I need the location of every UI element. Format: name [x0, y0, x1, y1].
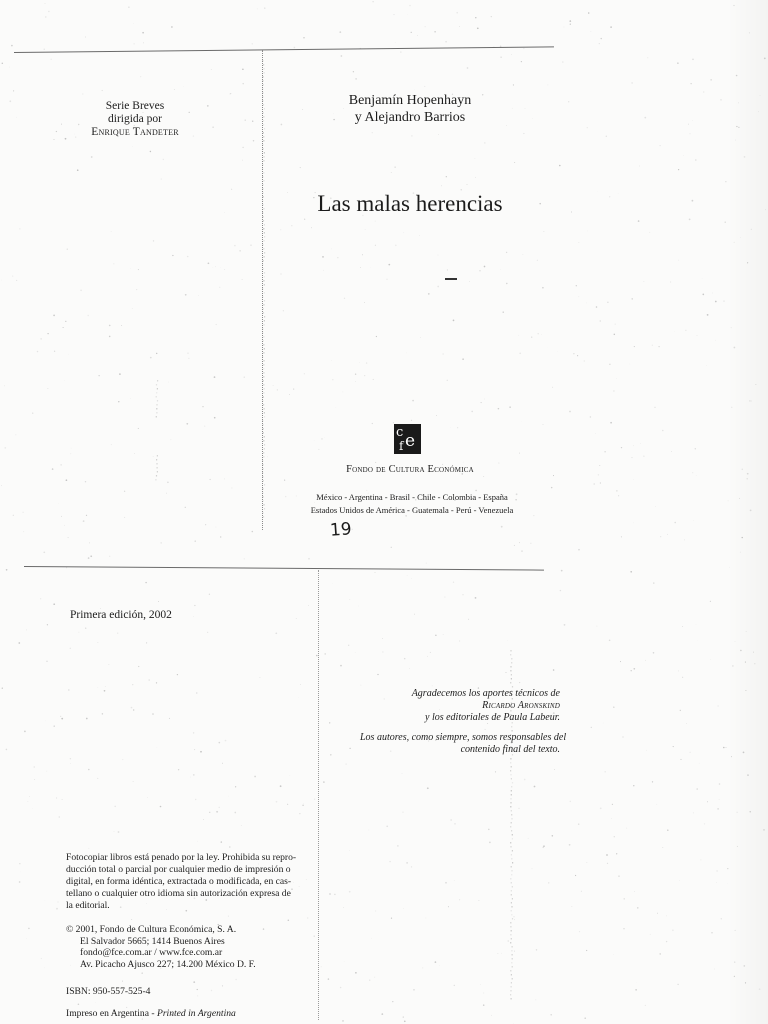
- copyright-line-1: © 2001, Fondo de Cultura Económica, S. A.: [66, 924, 237, 935]
- copyright-line-2: El Salvador 5665; 1414 Buenos Aires: [80, 935, 225, 947]
- copyright-line-3: fondo@fce.com.ar / www.fce.com.ar: [80, 947, 223, 958]
- legal-line-4: tellano o cualquier otro idioma sin autorización expresa de: [66, 888, 291, 899]
- countries-line-2: Estados Unidos de América - Guatemala - Perú - Venezuela: [310, 505, 514, 515]
- book-title: Las malas herencias: [317, 191, 503, 216]
- acknowledgements: [360, 688, 567, 756]
- legal-notice: [66, 852, 306, 912]
- responsibility-line-1: Los autores, como siempre, somos responsables del: [360, 732, 567, 743]
- spine-line-upper: [262, 50, 263, 530]
- copyright-line-4: Av. Picacho Ajusco 227; 14.200 México D. F.: [80, 958, 256, 970]
- fold-line-middle: [24, 566, 544, 571]
- thanks-line-1: Agradecemos los aportes técnicos de: [411, 688, 560, 699]
- legal-line-3: digital, en forma idéntica, extractada o modificada, en cas-: [66, 876, 292, 887]
- series-directed-by: dirigida por: [108, 113, 162, 125]
- series-info: [60, 100, 210, 139]
- responsibility-line-2: contenido final del texto.: [460, 744, 560, 755]
- copyright-block: [66, 924, 306, 970]
- legal-line-5: la editorial.: [66, 900, 110, 911]
- thanks-line-2: Ricardo Aronskind: [482, 700, 560, 711]
- handwritten-page-number: 19: [329, 519, 353, 541]
- fce-logo-icon: c e f: [394, 424, 421, 454]
- countries-line-1: México - Argentina - Brasil - Chile - Colombia - España: [316, 492, 508, 502]
- series-director: Enrique Tandeter: [91, 126, 179, 138]
- author-2: y Alejandro Barrios: [354, 110, 466, 125]
- thanks-line-3: y los editoriales de Paula Labeur.: [425, 712, 560, 723]
- scan-edge-shadow: [728, 0, 768, 1024]
- fold-line-top: [14, 46, 554, 53]
- printed-in-english: Printed in Argentina: [156, 1008, 236, 1019]
- printed-in-spanish: Impreso en Argentina -: [66, 1008, 157, 1019]
- publisher-countries: [292, 491, 532, 517]
- legal-line-2: ducción total o parcial por cualquier medio de impresión o: [66, 864, 291, 875]
- printed-in: [66, 1008, 236, 1019]
- spine-line-lower: [318, 570, 319, 1020]
- publisher-name: Fondo de Cultura Económica: [346, 464, 474, 475]
- ink-mark: [445, 278, 457, 280]
- author-1: Benjamín Hopenhayn: [348, 93, 472, 108]
- legal-line-1: Fotocopiar libros está penado por la ley. Prohibida su repro-: [66, 852, 297, 863]
- edition-info: Primera edición, 2002: [70, 609, 172, 621]
- book-authors: [300, 92, 520, 126]
- isbn: ISBN: 950-557-525-4: [66, 986, 151, 997]
- series-name: Serie Breves: [105, 100, 165, 112]
